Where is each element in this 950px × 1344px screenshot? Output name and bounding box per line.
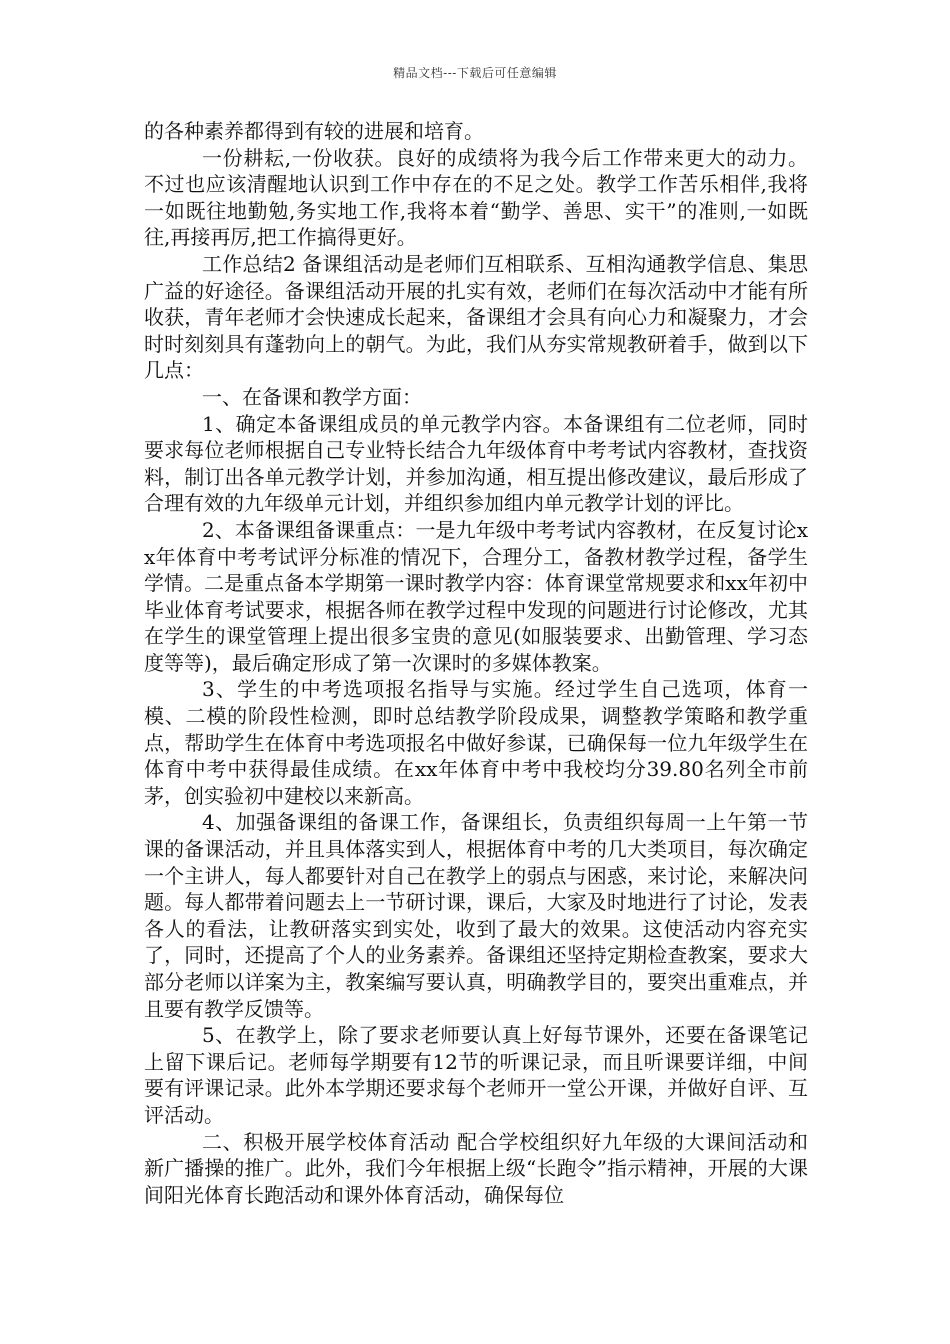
page-header: 精品文档---下载后可任意编辑	[393, 66, 557, 80]
paragraph-item-1: 1、确定本备课组成员的单元教学内容。本备课组有二位老师，同时要求每位老师根据自己专业特长结合九年级体育中考考试内容教材，查找资料，制订出各单元教学计划，并参加沟通，相互提出修改建议，最后形成了合理有效的九年级单元计划，并组织参加组内单元教学计划的评比。	[144, 411, 808, 516]
section-heading-activities: 二、积极开展学校体育活动 配合学校组织好九年级的大课间活动和新广播操的推广。此外，我们今年根据上级“长跑令”指示精神，开展的大课间阳光体育长跑活动和课外体育活动，确保每位	[144, 1129, 808, 1207]
paragraph-continuation: 的各种素养都得到有较的进展和培育。	[144, 119, 484, 143]
section-heading-teaching: 一、在备课和教学方面：	[202, 384, 422, 409]
paragraph-harvest: 一份耕耘,一份收获。良好的成绩将为我今后工作带来更大的动力。不过也应该清醒地认识到工作中存在的不足之处。教学工作苦乐相伴,我将一如既往地勤勉,务实地工作,我将本着“勤学、善思、实干”的准则,一如既往,再接再厉,把工作搞得更好。	[144, 145, 808, 250]
paragraph-item-2: 2、本备课组备课重点：一是九年级中考考试内容教材，在反复讨论xx年体育中考考试评分标准的情况下，合理分工，备教材教学过程，备学生学情。二是重点备本学期第一课时教学内容：体育课堂常规要求和xx年初中毕业体育考试要求，根据各师在教学过程中发现的问题进行讨论修改，尤其在学生的课堂管理上提出很多宝贵的意见(如服装要求、出勤管理、学习态度等等)，最后确定形成了第一次课时的多媒体教案。	[144, 517, 808, 675]
paragraph-item-5: 5、在教学上，除了要求老师要认真上好每节课外，还要在备课笔记上留下课后记。老师每学期要有12节的听课记录，而且听课要详细，中间要有评课记录。此外本学期还要求每个老师开一堂公开课，并做好自评、互评活动。	[144, 1023, 808, 1127]
paragraph-summary-2-intro: 工作总结2 备课组活动是老师们互相联系、互相沟通教学信息、集思广益的好途径。备课组活动开展的扎实有效，老师们在每次活动中才能有所收获，青年老师才会快速成长起来，备课组才会具有向心力和凝聚力，才会时时刻刻具有蓬勃向上的朝气。为此，我们从夯实常规教研着手，做到以下几点：	[144, 251, 808, 383]
paragraph-item-4: 4、加强备课组的备课工作，备课组长，负责组织每周一上午第一节课的备课活动，并且具体落实到人，根据体育中考的几大类项目，每次确定一个主讲人，每人都要针对自己在教学上的弱点与困惑，来讨论，来解决问题。每人都带着问题去上一节研讨课，课后，大家及时地进行了讨论，发表各人的看法，让教研落实到实处，收到了最大的效果。这使活动内容充实了，同时，还提高了个人的业务素养。备课组还坚持定期检查教案，要求大部分老师以详案为主，教案编写要认真，明确教学目的，要突出重难点，并且要有教学反馈等。	[144, 810, 808, 1021]
paragraph-item-3: 3、学生的中考选项报名指导与实施。经过学生自己选项，体育一模、二模的阶段性检测，即时总结教学阶段成果，调整教学策略和教学重点，帮助学生在体育中考选项报名中做好参谋，已确保每一位九年级学生在体育中考中获得最佳成绩。在xx年体育中考中我校均分39.80名列全市前茅，创实验初中建校以来新高。	[144, 677, 808, 808]
document-body	[144, 118, 808, 1208]
